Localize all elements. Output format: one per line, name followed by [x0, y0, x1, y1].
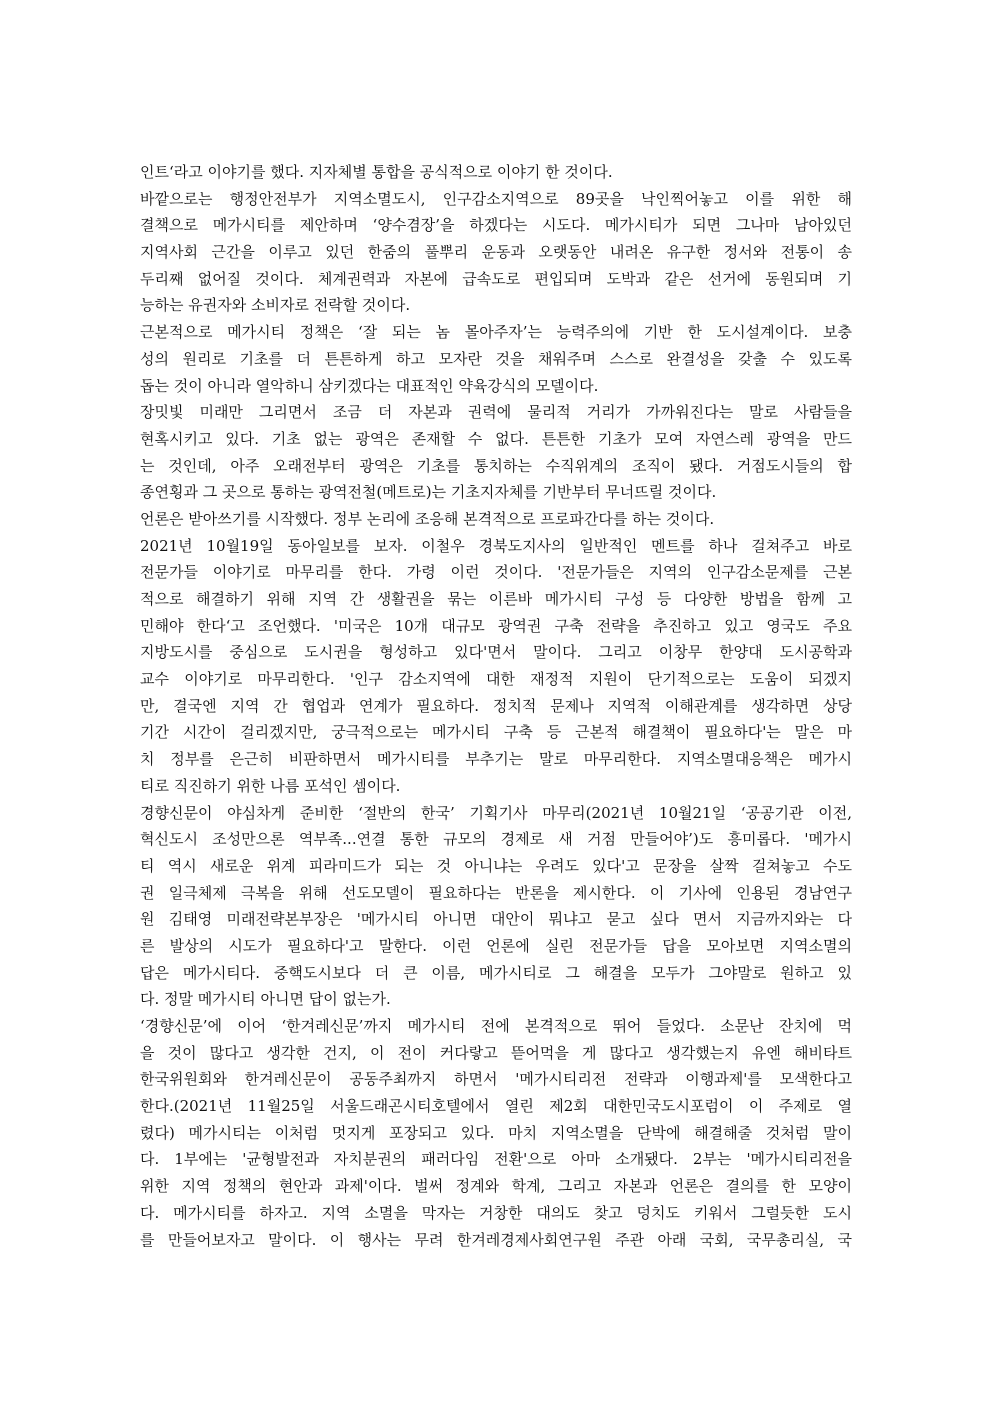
text-line: 다. 메가시티를 하자고. 지역 소멸을 막자는 거창한 대의도 찾고 덩치도 키워서 그럴듯한 도시: [140, 1203, 852, 1222]
text-line: 기간 시간이 걸리겠지만, 궁극적으로는 메가시티 구축 등 근본적 해결책이 필요하다'는 말은 마: [140, 723, 852, 742]
text-line: 근본적으로 메가시티 정책은 ‘잘 되는 놈 몰아주자’는 능력주의에 기반 한 도시설계이다. 보충: [140, 323, 852, 342]
text-line: 장밋빛 미래만 그리면서 조금 더 자본과 권력에 물리적 거리가 가까워진다는 말로 사람들을: [140, 403, 852, 422]
text-line: 른 발상의 시도가 필요하다'고 말한다. 이런 언론에 실린 전문가들 답을 모아보면 지역소멸의: [140, 936, 852, 955]
text-line: 두리째 없어질 것이다. 체계권력과 자본에 급속도로 편입되며 도박과 같은 선거에 동원되며 기: [140, 269, 852, 288]
text-line: 결책으로 메가시티를 제안하며 ‘양수겸장’을 하겠다는 시도다. 메가시티가 되면 그나마 남아있던: [140, 216, 852, 235]
text-line: 인트‘라고 이야기를 했다. 지자체별 통합을 공식적으로 이야기 한 것이다.: [140, 163, 613, 181]
text-line: 종연횡과 그 곳으로 통하는 광역전철(메트로)는 기초지자체를 기반부터 무너뜨릴 것이다.: [140, 483, 717, 502]
text-line: 한다.(2021년 11월25일 서울드래곤시티호텔에서 열린 제2회 대한민국도시포럼이 이 주제로 열: [140, 1097, 852, 1116]
text-line: 언론은 받아쓰기를 시작했다. 정부 논리에 조응해 본격적으로 프로파간다를 하는 것이다.: [140, 509, 715, 528]
text-line: 답은 메가시티다. 중핵도시보다 더 큰 이름, 메가시티로 그 해결을 모두가 그야말로 원하고 있: [140, 963, 852, 982]
text-line: 치 정부를 은근히 비판하면서 메가시티를 부추기는 말로 마무리한다. 지역소멸대응책은 메가시: [140, 750, 852, 769]
text-line: 지역사회 근간을 이루고 있던 한줌의 풀뿌리 운동과 오랫동안 내려온 유구한 정서와 전통이 송: [140, 243, 852, 262]
text-line: 전문가들 이야기로 마무리를 한다. 가령 이런 것이다. '전문가들은 지역의 인구감소문제를 근본: [140, 563, 852, 582]
text-line: 한국위원회와 한겨레신문이 공동주최까지 하면서 '메가시티리전 전략과 이행과제'를 모색한다고: [140, 1070, 852, 1089]
text-line: 다. 1부에는 '균형발전과 자치분권의 패러다임 전환'으로 아마 소개됐다. 2부는 '메가시티리전을: [140, 1150, 852, 1169]
text-line: 적으로 해결하기 위해 지역 간 생활권을 묶는 이른바 메가시티 구성 등 다양한 방법을 함께 고: [140, 590, 852, 608]
text-line: ‘경향신문’에 이어 ‘한겨레신문’까지 메가시티 전에 본격적으로 뛰어 들었다. 소문난 잔치에 먹: [140, 1017, 852, 1035]
text-line: 다. 정말 메가시티 아니면 답이 없는가.: [140, 990, 391, 1009]
text-line: 성의 원리로 기초를 더 튼튼하게 하고 모자란 것을 채워주며 스스로 완결성을 갖출 수 있도록: [140, 349, 852, 368]
text-line: 는 것인데, 아주 오래전부터 광역은 기초를 통치하는 수직위계의 조직이 됐다. 거점도시들의 합: [140, 456, 852, 475]
text-line: 혁신도시 조성만으론 역부족...연결 통한 규모의 경제로 새 거점 만들어야’)도 흥미롭다. '메가시: [140, 830, 852, 849]
article-body: [140, 159, 852, 1253]
text-line: 티 역시 새로운 위계 피라미드가 되는 것 아니냐는 우려도 있다'고 문장을 살짝 걸쳐놓고 수도: [140, 856, 852, 875]
text-line: 을 것이 많다고 생각한 건지, 이 전이 커다랗고 뜯어먹을 게 많다고 생각했는지 유엔 해비타트: [140, 1043, 852, 1062]
text-line: 지방도시를 중심으로 도시권을 형성하고 있다'면서 말이다. 그리고 이창무 한양대 도시공학과: [140, 643, 852, 662]
text-line: 경향신문이 야심차게 준비한 ‘절반의 한국’ 기획기사 마무리(2021년 10월21일 ‘공공기관 이전,: [140, 803, 852, 822]
text-line: 민해야 한다‘고 조언했다. '미국은 10개 대규모 광역권 구축 전략을 추진하고 있고 영국도 주요: [140, 616, 852, 635]
text-line: 를 만들어보자고 말이다. 이 행사는 무려 한겨레경제사회연구원 주관 아래 국회, 국무총리실, 국: [140, 1230, 852, 1249]
text-line: 원 김태영 미래전략본부장은 '메가시티 아니면 대안이 뭐냐고 묻고 싶다 면서 지금까지와는 다: [140, 910, 852, 929]
text-line: 바깥으로는 행정안전부가 지역소멸도시, 인구감소지역으로 89곳을 낙인찍어놓고 이를 위한 해: [140, 189, 852, 208]
text-line: 티로 직진하기 위한 나름 포석인 셈이다.: [140, 776, 401, 795]
text-line: 돕는 것이 아니라 열악하니 삼키겠다는 대표적인 약육강식의 모델이다.: [140, 376, 599, 395]
text-line: 능하는 유권자와 소비자로 전락할 것이다.: [140, 296, 411, 315]
text-line: 권 일극체제 극복을 위해 선도모델이 필요하다는 반론을 제시한다. 이 기사에 인용된 경남연구: [140, 883, 852, 902]
text-line: 위한 지역 정책의 현안과 과제'이다. 벌써 정계와 학계, 그리고 자본과 언론은 결의를 한 모양이: [140, 1177, 852, 1196]
text-line: 렸다) 메가시티는 이처럼 멋지게 포장되고 있다. 마치 지역소멸을 단박에 해결해줄 것처럼 말이: [140, 1123, 852, 1142]
text-line: 교수 이야기로 마무리한다. '인구 감소지역에 대한 재정적 지원이 단기적으로는 도움이 되겠지: [140, 670, 852, 689]
text-line: 2021년 10월19일 동아일보를 보자. 이철우 경북도지사의 일반적인 멘트를 하나 걸쳐주고 바로: [140, 536, 852, 555]
text-line: 현혹시키고 있다. 기초 없는 광역은 존재할 수 없다. 튼튼한 기초가 모여 자연스레 광역을 만드: [140, 429, 852, 448]
text-line: 만, 결국엔 지역 간 협업과 연계가 필요하다. 정치적 문제나 지역적 이해관계를 생각하면 상당: [140, 696, 852, 715]
